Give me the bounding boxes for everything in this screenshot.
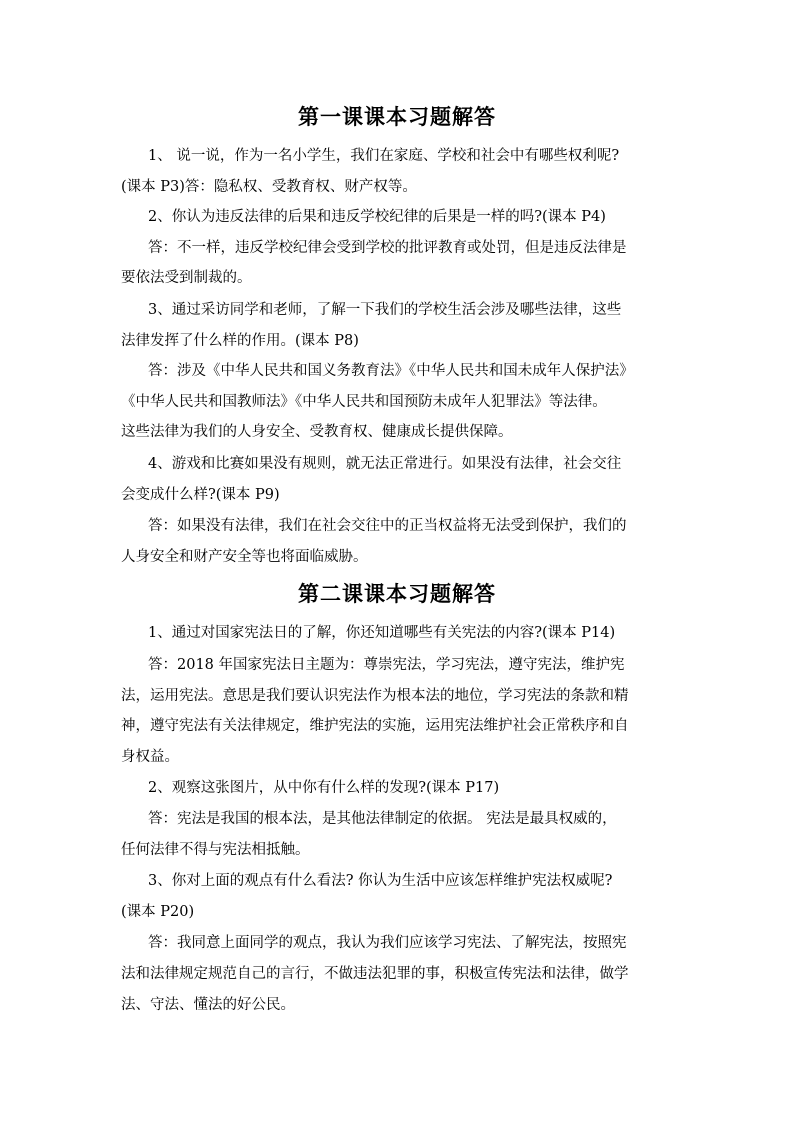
lesson2-q3-line1: 3、你对上面的观点有什么看法? 你认为生活中应该怎样维护宪法权威呢?	[148, 873, 613, 889]
lesson1-q2: 2、你认为违反法律的后果和违反学校纪律的后果是一样的吗?(课本 P4)	[148, 209, 606, 225]
lesson1-a2-line2: 要依法受到制裁的。	[121, 270, 252, 286]
lesson2-a1-line1: 答：2018 年国家宪法日主题为：尊崇宪法，学习宪法，遵守宪法，维护宪	[148, 657, 625, 673]
lesson1-q1-line1: 1、 说一说，作为一名小学生，我们在家庭、学校和社会中有哪些权利呢?	[148, 148, 620, 164]
lesson1-a3-line2: 《中华人民共和国教师法》《中华人民共和国预防未成年人犯罪法》等法律。	[121, 394, 607, 410]
lesson1-title: 第一课课本习题解答	[298, 105, 496, 129]
lesson2-a3-line2: 法和法律规定规范自己的言行，不做违法犯罪的事，积极宣传宪法和法律，做学	[121, 966, 629, 982]
lesson1-q3-line1: 3、通过采访同学和老师，了解一下我们的学校生活会涉及哪些法律，这些	[148, 302, 622, 318]
lesson1-q1-line2: (课本 P3)答：隐私权、受教育权、财产权等。	[121, 179, 417, 195]
lesson2-q3-line2: (课本 P20)	[121, 904, 195, 920]
lesson2-a2-line1: 答：宪法是我国的根本法，是其他法律制定的依据。 宪法是最具权威的，	[148, 811, 617, 827]
lesson1-q3-line2: 法律发挥了什么样的作用。(课本 P8)	[121, 333, 359, 349]
lesson1-q4-line1: 4、游戏和比赛如果没有规则，就无法正常进行。如果没有法律，社会交往	[148, 456, 622, 472]
lesson2-a1-line4: 身权益。	[121, 749, 179, 765]
lesson1-a3-line3: 这些法律为我们的人身安全、受教育权、健康成长提供保障。	[121, 424, 513, 440]
lesson1-a4-line1: 答：如果没有法律，我们在社会交往中的正当权益将无法受到保护，我们的	[148, 518, 627, 534]
lesson2-q2: 2、观察这张图片，从中你有什么样的发现?(课本 P17)	[148, 780, 500, 796]
lesson2-a1-line3: 神，遵守宪法有关法律规定，维护宪法的实施，运用宪法维护社会正常秩序和自	[121, 718, 629, 734]
lesson2-q1: 1、通过对国家宪法日的了解，你还知道哪些有关宪法的内容?(课本 P14)	[148, 625, 616, 641]
lesson2-a3-line1: 答：我同意上面同学的观点，我认为我们应该学习宪法、了解宪法，按照宪	[148, 935, 627, 951]
lesson2-title: 第二课课本习题解答	[298, 582, 496, 606]
lesson1-a4-line2: 人身安全和财产安全等也将面临威胁。	[121, 549, 368, 565]
lesson1-a2-line1: 答：不一样，违反学校纪律会受到学校的批评教育或处罚，但是违反法律是	[148, 240, 627, 256]
lesson2-a2-line2: 任何法律不得与宪法相抵触。	[121, 842, 310, 858]
lesson1-a3-line1: 答：涉及《中华人民共和国义务教育法》《中华人民共和国未成年人保护法》	[148, 363, 634, 379]
lesson2-a1-line2: 法，运用宪法。意思是我们要认识宪法作为根本法的地位，学习宪法的条款和精	[121, 688, 629, 704]
lesson1-q4-line2: 会变成什么样?(课本 P9)	[121, 487, 280, 503]
lesson2-a3-line3: 法、守法、懂法的好公民。	[121, 997, 295, 1013]
